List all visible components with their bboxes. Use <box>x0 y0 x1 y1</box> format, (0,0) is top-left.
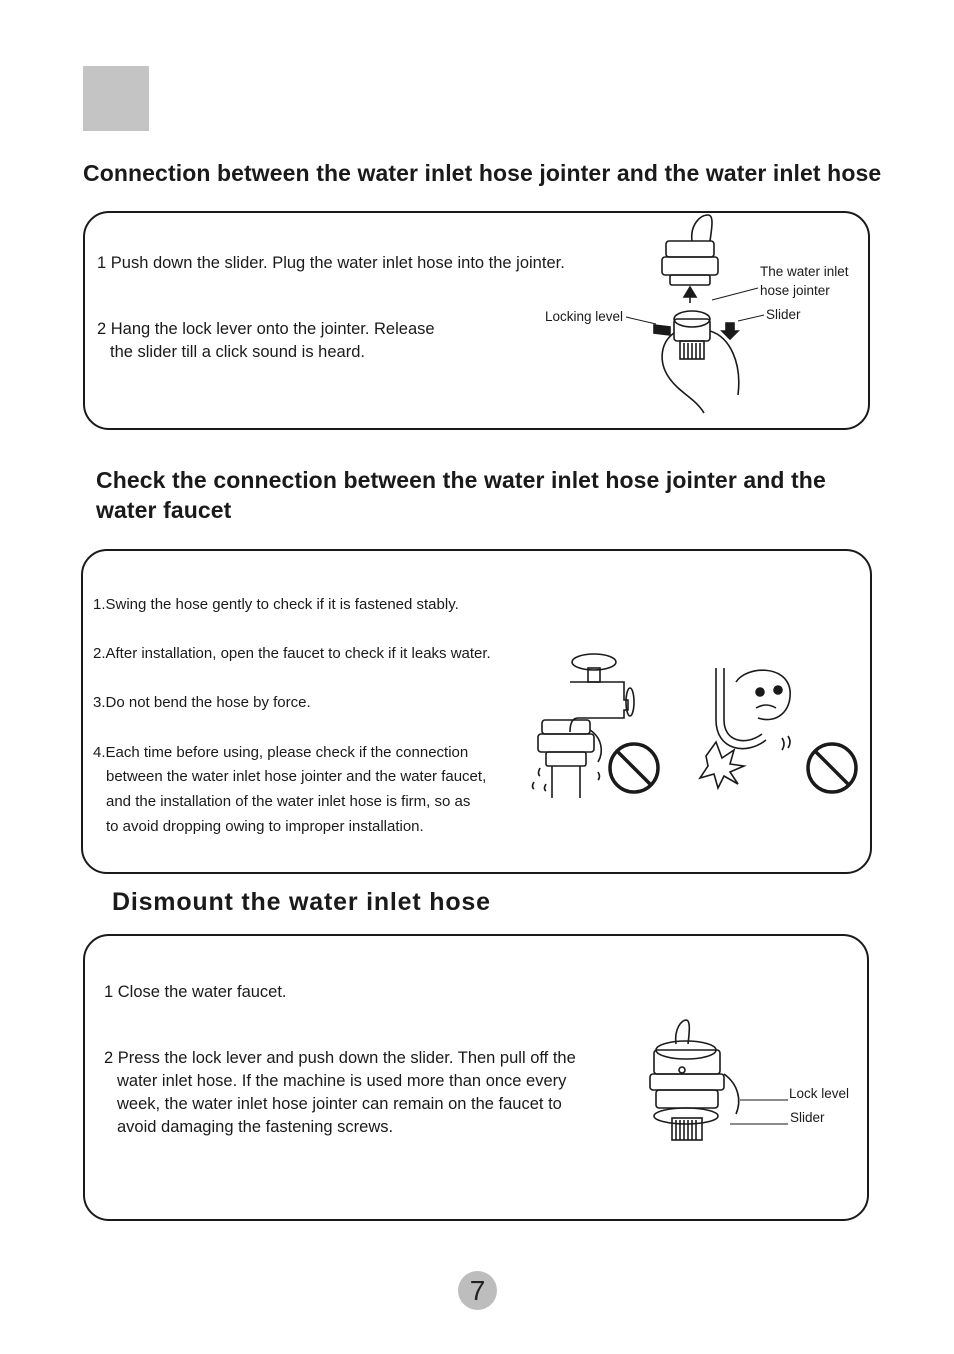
check-item-4-line-3: and the installation of the water inlet hose is firm, so as <box>106 793 471 810</box>
label-lock-level: Lock level <box>789 1086 850 1101</box>
dismount-step-2-line-1: 2 Press the lock lever and push down the slider. Then pull off the <box>104 1049 576 1067</box>
dismount-step-2-line-4: avoid damaging the fastening screws. <box>117 1118 394 1136</box>
section-title-check-line-1: Check the connection between the water inlet hose jointer and the <box>96 467 826 493</box>
check-item-3: 3.Do not bend the hose by force. <box>93 694 311 711</box>
check-item-4-line-4: to avoid dropping owing to improper installation. <box>106 818 424 835</box>
section-title-dismount: Dismount the water inlet hose <box>112 888 491 916</box>
section-title-check-line-2: water faucet <box>96 497 232 523</box>
check-item-2: 2.After installation, open the faucet to check if it leaks water. <box>93 645 491 662</box>
check-item-4-line-2: between the water inlet hose jointer and the water faucet, <box>106 768 487 785</box>
label-slider-2: Slider <box>790 1110 825 1125</box>
label-jointer-line-1: The water inlet <box>760 264 849 279</box>
dismount-step-1: 1 Close the water faucet. <box>104 983 287 1001</box>
check-item-4-line-1: 4.Each time before using, please check if the connection <box>93 744 469 761</box>
label-jointer-line-2: hose jointer <box>760 283 830 298</box>
connect-step-2-line-2: the slider till a click sound is heard. <box>110 343 365 361</box>
check-item-1: 1.Swing the hose gently to check if it is fastened stably. <box>93 596 459 613</box>
label-slider-1: Slider <box>766 307 801 322</box>
connect-step-2-line-1: 2 Hang the lock lever onto the jointer. Release <box>97 320 435 338</box>
dismount-step-2-line-2: water inlet hose. If the machine is used more than once every <box>117 1072 567 1090</box>
section-title-connection: Connection between the water inlet hose jointer and the water inlet hose <box>83 160 882 186</box>
page-number: 7 <box>458 1271 497 1310</box>
label-locking-level: Locking level <box>545 309 624 324</box>
dismount-step-2-line-3: week, the water inlet hose jointer can remain on the faucet to <box>117 1095 562 1113</box>
connect-step-1: 1 Push down the slider. Plug the water inlet hose into the jointer. <box>97 254 565 272</box>
